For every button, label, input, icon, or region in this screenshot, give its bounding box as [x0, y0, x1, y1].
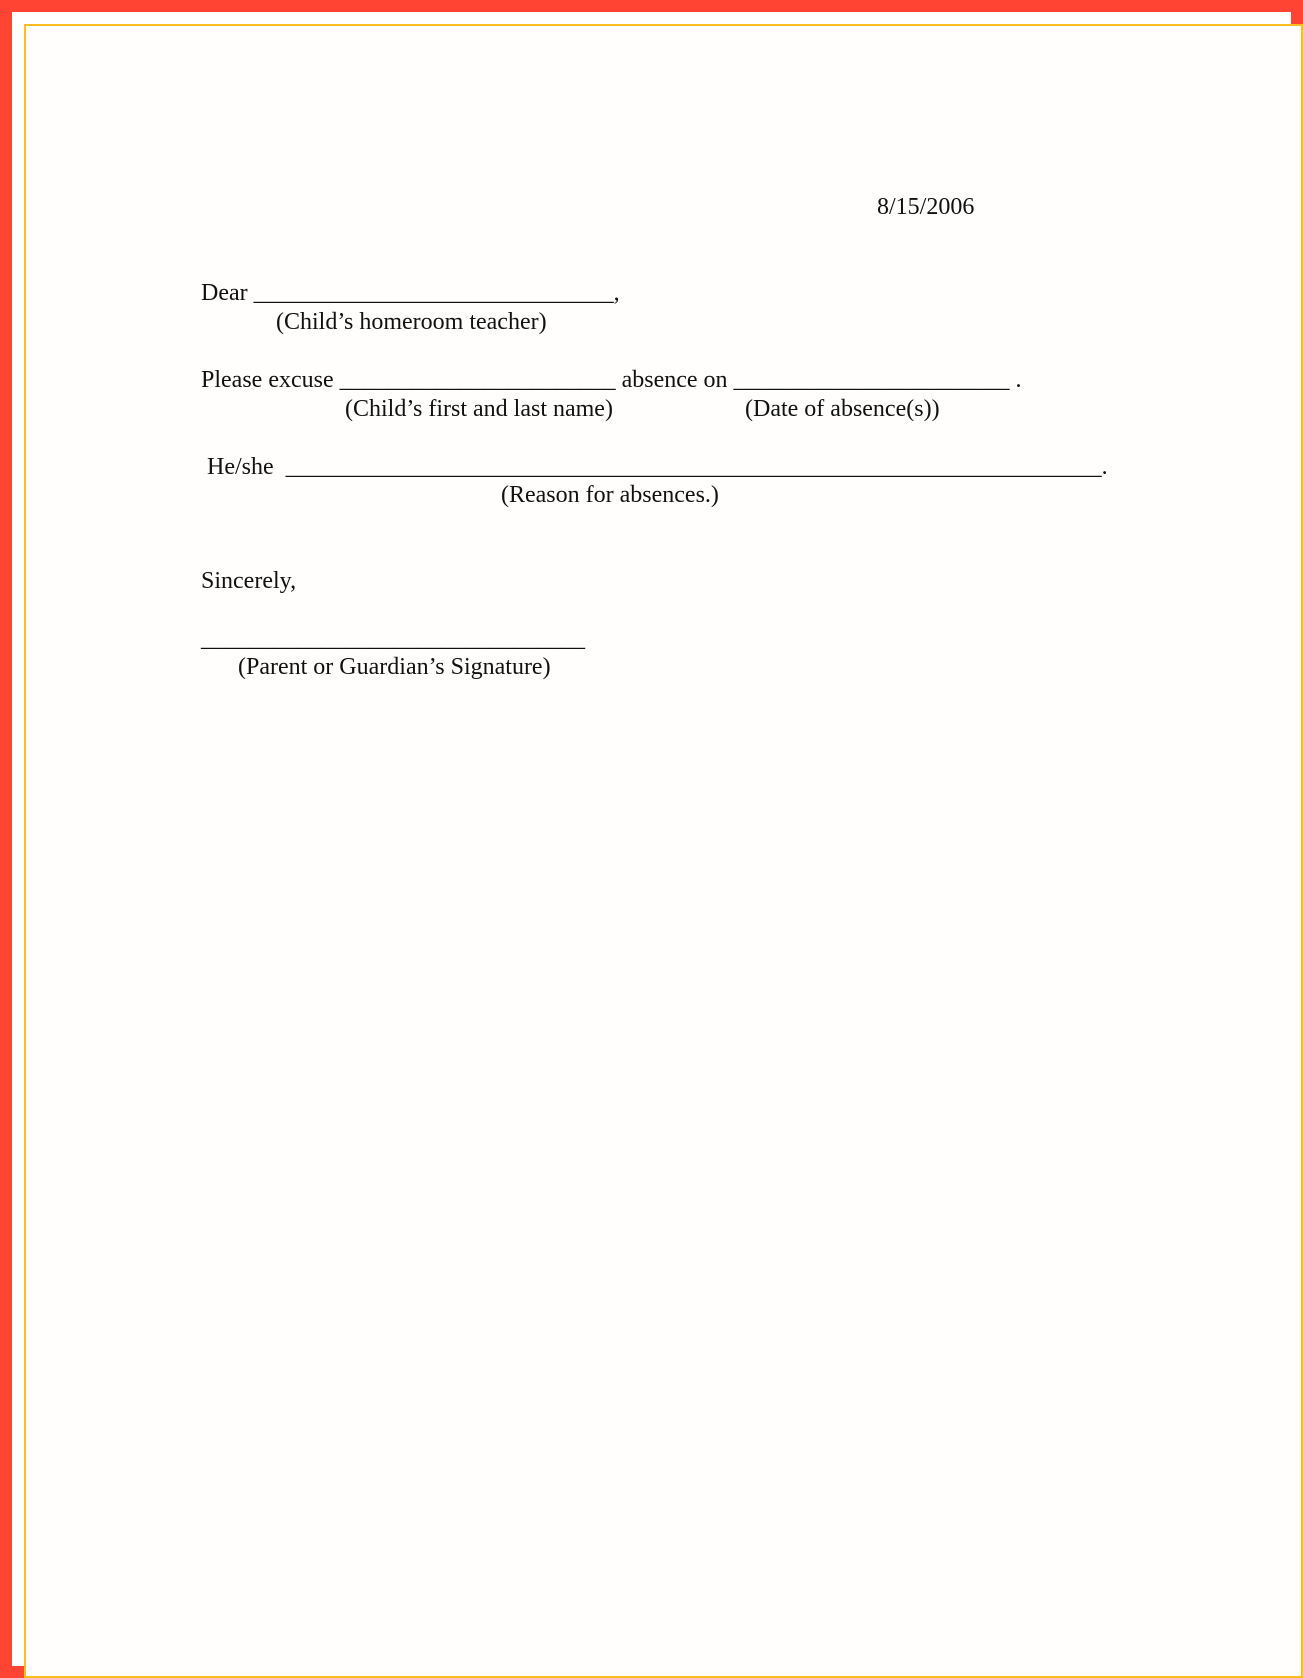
child-name-caption: (Child’s first and last name) — [345, 396, 613, 422]
signature-line: ________________________________ — [201, 626, 585, 652]
absence-date-caption: (Date of absence(s)) — [745, 396, 940, 422]
letter-date: 8/15/2006 — [877, 194, 975, 220]
excuse-line: Please excuse _______________________ absence on _______________________ . — [201, 367, 1022, 393]
teacher-caption: (Child’s homeroom teacher) — [276, 309, 547, 335]
reason-line: He/she ____________________________________________________________________. — [207, 454, 1108, 480]
reason-caption: (Reason for absences.) — [501, 482, 719, 508]
greeting-line: Dear ______________________________, — [201, 280, 620, 306]
closing: Sincerely, — [201, 568, 297, 594]
signature-caption: (Parent or Guardian’s Signature) — [238, 654, 551, 680]
